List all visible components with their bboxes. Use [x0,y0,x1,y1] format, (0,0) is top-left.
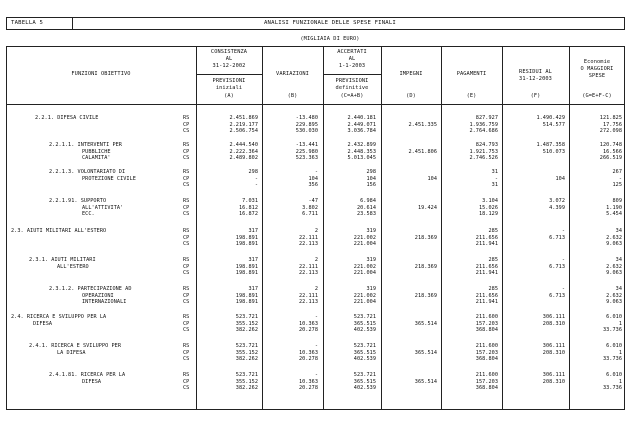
header-variazioni: VARIAZIONI [276,71,309,77]
value-cell: 20.278 [298,356,318,363]
row-code: CS [183,356,190,363]
value-cell: 34 [615,286,622,292]
value-cell: 120.748 [599,142,622,148]
group-label-line: PUBBLICHE [82,148,111,155]
value-cell: 285 [488,228,498,234]
row-code: CS [183,241,190,248]
value-cell: 809 [612,198,622,204]
value-cell: 3.104 [482,198,498,204]
value-cell: 218.369 [414,292,437,299]
value-cell: 10.363 [298,378,318,385]
value-cell: 198.891 [235,299,258,306]
value-cell: -47 [308,198,318,204]
value-cell: 229.895 [295,121,318,128]
group-label-line: 2.2.1.1. INTERVENTI PER [49,142,122,148]
row-code: CS [183,385,190,392]
value-cell: 10.363 [298,320,318,327]
group-label-line: ALL'ATTIVITA' [82,204,124,211]
value-cell: 1.921.753 [469,148,498,155]
value-cell: 17.756 [602,121,622,128]
header-prev-def-2: definitive [335,85,369,91]
value-cell: 121.825 [599,115,622,121]
value-cell: 355.152 [235,320,258,327]
value-cell: - [314,372,318,378]
row-code: RS [183,257,190,263]
value-cell: 198.891 [235,270,258,277]
value-cell: 221.002 [353,234,376,241]
header-impegni-code: (D) [406,93,416,99]
value-cell: 104 [427,175,437,182]
value-cell: 1.487.358 [536,142,565,148]
value-cell: 9.063 [606,241,622,248]
value-cell: 10.363 [298,349,318,356]
value-cell: 16.812 [238,204,258,211]
value-cell: - [254,182,258,189]
header-accertati-3: 1-1-2003 [338,63,366,69]
value-cell: 2.632 [606,263,622,270]
value-cell: 2.449.071 [347,121,376,128]
table-heading: ANALISI FUNZIONALE DELLE SPESE FINALI [263,20,396,26]
value-cell: 2 [314,228,318,234]
row-code: CS [183,155,190,162]
value-cell: 221.002 [353,263,376,270]
value-cell: -13.441 [295,142,318,148]
value-cell: 31 [491,182,498,189]
value-cell: 306.111 [542,372,565,378]
value-cell: 319 [366,286,376,292]
row-code: CS [183,128,190,135]
header-consistenza-1: CONSISTENZA [210,49,248,55]
row-code: CS [183,182,190,189]
value-cell: 221.004 [353,241,376,248]
value-cell: 1.490.429 [536,115,565,121]
value-cell: 368.804 [475,327,498,334]
value-cell: 3.036.784 [347,128,376,135]
group-label-line: 2.3.1.2. PARTECIPAZIONE AD [49,286,132,292]
value-cell: 317 [248,228,258,234]
row-code: RS [183,343,190,349]
value-cell: 5.013.045 [347,155,376,162]
value-cell: 402.539 [353,356,376,363]
value-cell: 382.262 [235,327,258,334]
value-cell: 22.113 [298,299,318,306]
group-label-line: 2.3. AIUTI MILITARI ALL'ESTERO [11,228,107,234]
value-cell: 221.002 [353,292,376,299]
value-cell: 198.891 [235,263,258,270]
value-cell: 33.736 [602,327,622,334]
group-label-line: ALL'ESTERO [57,263,89,270]
value-cell: 6.711 [302,211,318,218]
value-cell: 1 [618,320,622,327]
value-cell: 208.310 [542,378,565,385]
value-cell: 824.793 [475,142,498,148]
group-label-line: 2.2.1.3. VOLONTARIATO DI [49,169,126,175]
value-cell: - [254,175,258,182]
value-cell: 2.632 [606,292,622,299]
value-cell: 211.600 [475,372,498,378]
value-cell: 211.941 [475,241,498,248]
header-impegni: IMPEGNI [399,71,423,77]
value-cell: 2.451.869 [229,115,258,121]
value-cell: 20.614 [356,204,376,211]
value-cell: 22.111 [298,234,318,241]
value-cell: 23.583 [356,211,376,218]
value-cell: 211.600 [475,343,498,349]
header-accertati-2: AL [348,56,356,62]
row-code: CP [183,292,190,299]
row-code: CS [183,299,190,306]
group-label-line: 2.4.1. RICERCA E SVILUPPO PER [29,343,122,349]
value-cell: 104 [555,175,565,182]
value-cell: 9.063 [606,270,622,277]
header-consistenza-2: AL [225,56,233,62]
value-cell: 198.891 [235,292,258,299]
value-cell: 365.514 [414,378,437,385]
header-economie-code: (G=E+F-C) [582,93,612,99]
group-label-line: INTERNAZIONALI [82,299,127,306]
value-cell: 523.721 [235,372,258,378]
value-cell: 2.506.754 [229,128,258,135]
value-cell: - [561,228,565,234]
value-cell: 20.278 [298,327,318,334]
header-prev-def-1: PREVISIONI [335,78,369,84]
header-funzioni: FUNZIONI OBIETTIVO [71,71,131,77]
value-cell: 34 [615,257,622,263]
value-cell: 285 [488,286,498,292]
value-cell: 156 [366,182,376,189]
row-code: RS [183,115,190,121]
value-cell: - [618,175,622,182]
value-cell: 365.515 [353,349,376,356]
value-cell: 6.713 [549,292,565,299]
value-cell: 317 [248,286,258,292]
header-prev-iniz-2: iniziali [215,85,243,91]
value-cell: 2.632 [606,234,622,241]
row-code: RS [183,228,190,234]
value-cell: 211.600 [475,314,498,320]
row-code: RS [183,372,190,378]
value-cell: 16.872 [238,211,258,218]
value-cell: 523.721 [353,314,376,320]
value-cell: 104 [308,175,318,182]
value-cell: 31 [491,169,498,175]
value-cell: 2.440.181 [347,115,376,121]
value-cell: 211.941 [475,299,498,306]
header-prev-iniz-3: (A) [224,93,234,99]
value-cell: 15.026 [478,204,498,211]
value-cell: 510.073 [542,148,565,155]
row-code: CS [183,211,190,218]
value-cell: 20.278 [298,385,318,392]
value-cell: 4.399 [549,204,565,211]
value-cell: 211.941 [475,270,498,277]
group-label-line: 2.4. RICERCA E SVILUPPO PER LA [11,314,107,320]
row-code: RS [183,142,190,148]
value-cell: 7.031 [242,198,258,204]
value-cell: 208.310 [542,320,565,327]
value-cell: 1.190 [606,204,622,211]
value-cell: 6.713 [549,263,565,270]
row-code: CP [183,175,190,182]
value-cell: 382.262 [235,356,258,363]
value-cell: 218.369 [414,263,437,270]
value-cell: 6.984 [360,198,376,204]
value-cell: 208.310 [542,349,565,356]
value-cell: - [314,169,318,175]
row-code: RS [183,169,190,175]
title-divider [72,17,73,30]
value-cell: 365.514 [414,320,437,327]
row-code: CP [183,204,190,211]
header-prev-iniz-1: PREVISIONI [212,78,246,84]
value-cell: - [314,343,318,349]
row-code: CP [183,263,190,270]
value-cell: 365.514 [414,349,437,356]
group-label-line: ECC. [82,211,95,218]
value-cell: 2.444.540 [229,142,258,148]
value-cell: 18.129 [478,211,498,218]
value-cell: 2.448.353 [347,148,376,155]
value-cell: - [314,314,318,320]
value-cell: 355.152 [235,378,258,385]
value-cell: 355.152 [235,349,258,356]
value-cell: 266.519 [599,155,622,162]
value-cell: 34 [615,228,622,234]
header-pagamenti-code: (E) [466,93,477,99]
value-cell: 6.010 [606,343,622,349]
value-cell: 218.369 [414,234,437,241]
value-cell: 523.721 [353,343,376,349]
value-cell: 6.010 [606,372,622,378]
row-code: CP [183,148,190,155]
group-label-line: 2.2.1. DIFESA CIVILE [35,115,99,121]
value-cell: 402.539 [353,385,376,392]
units-label: (MIGLIAIA DI EURO) [300,36,360,42]
table-label: TABELLA 5 [11,20,44,26]
value-cell: 198.891 [235,234,258,241]
header-consistenza-3: 31-12-2002 [212,63,246,69]
value-cell: 16.566 [602,148,622,155]
row-code: CS [183,327,190,334]
group-label-line: DIFESA [82,378,102,385]
value-cell: 514.577 [542,121,565,128]
value-cell: 368.804 [475,385,498,392]
value-cell: 523.721 [235,343,258,349]
header-accertati-1: ACCERTATI [337,49,367,55]
header-pagamenti: PAGAMENTI [456,71,487,77]
value-cell: 6.713 [549,234,565,241]
header-variazioni-code: (B) [287,93,298,99]
value-cell: 157.203 [475,320,498,327]
header-residui-code: (F) [530,93,541,99]
value-cell: 382.262 [235,385,258,392]
value-cell: 22.111 [298,292,318,299]
value-cell: 298 [366,169,376,175]
value-cell: 2.219.177 [229,121,258,128]
value-cell: 317 [248,257,258,263]
value-cell: 2.746.526 [469,155,498,162]
value-cell: 368.804 [475,356,498,363]
row-code: CP [183,121,190,128]
value-cell: -13.480 [295,115,318,121]
value-cell: 2.222.364 [229,148,258,155]
value-cell: - [561,257,565,263]
value-cell: 22.113 [298,270,318,277]
value-cell: 356 [308,182,318,189]
row-code: CP [183,234,190,241]
value-cell: 1 [618,349,622,356]
group-label-line: PROTEZIONE CIVILE [82,175,136,182]
value-cell: 221.004 [353,270,376,277]
value-cell: 22.113 [298,241,318,248]
value-cell: 104 [366,175,376,182]
value-cell: 211.656 [475,234,498,241]
value-cell: 33.736 [602,356,622,363]
value-cell: 157.203 [475,349,498,356]
group-label-line: 2.4.1.81. RICERCA PER LA [49,372,126,378]
value-cell: 2.489.802 [229,155,258,162]
value-cell: 2.451.335 [408,121,437,128]
group-label-line: 2.3.1. AIUTI MILITARI [29,257,96,263]
row-code: RS [183,314,190,320]
value-cell: 22.111 [298,263,318,270]
header-economie-2: O MAGGIORI [580,66,614,72]
value-cell: 2.764.686 [469,128,498,135]
value-cell: 2.432.899 [347,142,376,148]
header-residui-1: RESIDUI AL [519,69,552,75]
value-cell: 285 [488,257,498,263]
value-cell: 319 [366,257,376,263]
value-cell: 523.721 [235,314,258,320]
header-bottom-line [6,104,625,105]
value-cell: 157.203 [475,378,498,385]
group-label-line: OPERAZIONI [82,292,114,299]
row-code: CP [183,349,190,356]
value-cell: 2 [314,257,318,263]
group-label-line: DIFESA [33,320,53,327]
value-cell: 33.736 [602,385,622,392]
value-cell: 365.515 [353,378,376,385]
header-economie-1: Economie [583,59,611,65]
value-cell: 211.656 [475,263,498,270]
value-cell: 225.980 [295,148,318,155]
value-cell: 523.363 [295,155,318,162]
value-cell: 530.030 [295,128,318,135]
value-cell: 1.936.759 [469,121,498,128]
group-label-line: CALAMITA' [82,155,111,162]
header-prev-def-3: (C=A+B) [340,93,364,99]
col-divider-1 [196,46,197,410]
col-divider-6 [502,46,503,410]
value-cell: 272.098 [599,128,622,135]
row-code: CS [183,270,190,277]
row-code: RS [183,198,190,204]
header-economie-3: SPESE [588,73,606,79]
value-cell: 3.072 [549,198,565,204]
row-code: RS [183,286,190,292]
value-cell: 365.515 [353,320,376,327]
row-code: CP [183,320,190,327]
value-cell: 6.010 [606,314,622,320]
value-cell: - [561,286,565,292]
value-cell: 125 [612,182,622,189]
header-residui-2: 31-12-2003 [519,76,552,82]
value-cell: 402.539 [353,327,376,334]
value-cell: 306.111 [542,343,565,349]
value-cell: 9.063 [606,299,622,306]
value-cell: 198.891 [235,241,258,248]
value-cell: 523.721 [353,372,376,378]
value-cell: 319 [366,228,376,234]
value-cell: 5.454 [606,211,622,218]
value-cell: 211.656 [475,292,498,299]
value-cell: 298 [248,169,258,175]
group-label-line: 2.2.1.91. SUPPORTO [49,198,107,204]
value-cell: 827.927 [475,115,498,121]
value-cell: 19.424 [417,204,437,211]
accertati-split [323,74,381,75]
value-cell: 221.004 [353,299,376,306]
value-cell: 1 [618,378,622,385]
value-cell: 3.802 [302,204,318,211]
value-cell: 2.451.806 [408,148,437,155]
consistenza-split [196,74,262,75]
group-label-line: LA DIFESA [57,349,86,356]
value-cell: - [494,175,498,182]
value-cell: 267 [612,169,622,175]
value-cell: 2 [314,286,318,292]
row-code: CP [183,378,190,385]
value-cell: 306.111 [542,314,565,320]
